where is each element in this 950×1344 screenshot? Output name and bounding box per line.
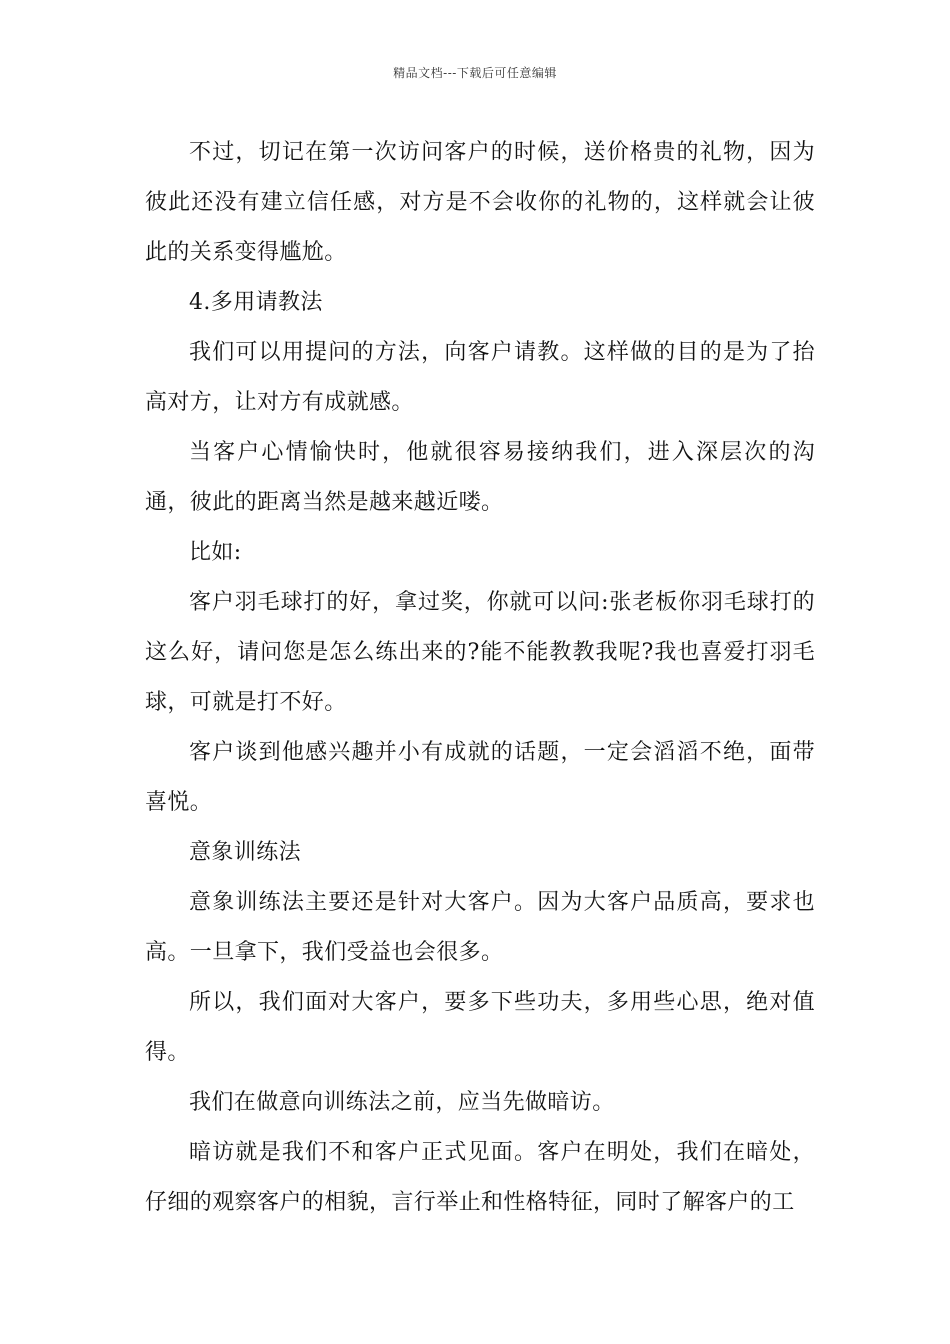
section-heading-imagery-training: 意象训练法 [189,840,302,865]
paragraph-gift-caution: 不过，切记在第一次访问客户的时候，送价格贵的礼物，因为彼此还没有建立信任感，对方是不会收你的礼物的，这样就会让彼此的关系变得尴尬。 [145,140,815,265]
paragraph-badminton-example: 客户羽毛球打的好，拿过奖，你就可以问:张老板你羽毛球打的这么好，请问您是怎么练出来的?能不能教教我呢?我也喜爱打羽毛球，可就是打不好。 [145,590,815,715]
page-header: 精品文档---下载后可任意编辑 [393,66,557,80]
paragraph-secret-visit-detail: 暗访就是我们不和客户正式见面。客户在明处，我们在暗处，仔细的观察客户的相貌，言行举止和性格特征，同时了解客户的工 [145,1140,815,1215]
paragraph-customer-talks: 客户谈到他感兴趣并小有成就的话题，一定会滔滔不绝，面带喜悦。 [145,740,815,815]
paragraph-big-clients-effort: 所以，我们面对大客户，要多下些功夫，多用些心思，绝对值得。 [145,990,815,1065]
paragraph-ask-questions: 我们可以用提问的方法，向客户请教。这样做的目的是为了抬高对方，让对方有成就感。 [145,340,815,415]
paragraph-secret-visit-first: 我们在做意向训练法之前，应当先做暗访。 [189,1090,615,1115]
paragraph-imagery-training-intro: 意象训练法主要还是针对大客户。因为大客户品质高，要求也高。一旦拿下，我们受益也会很多。 [145,890,815,965]
paragraph-customer-mood: 当客户心情愉快时，他就很容易接纳我们，进入深层次的沟通，彼此的距离当然是越来越近喽。 [145,440,815,515]
section-heading-consult-method: 4.多用请教法 [189,290,323,315]
document-body [145,128,815,1228]
paragraph-for-example: 比如: [189,540,242,565]
